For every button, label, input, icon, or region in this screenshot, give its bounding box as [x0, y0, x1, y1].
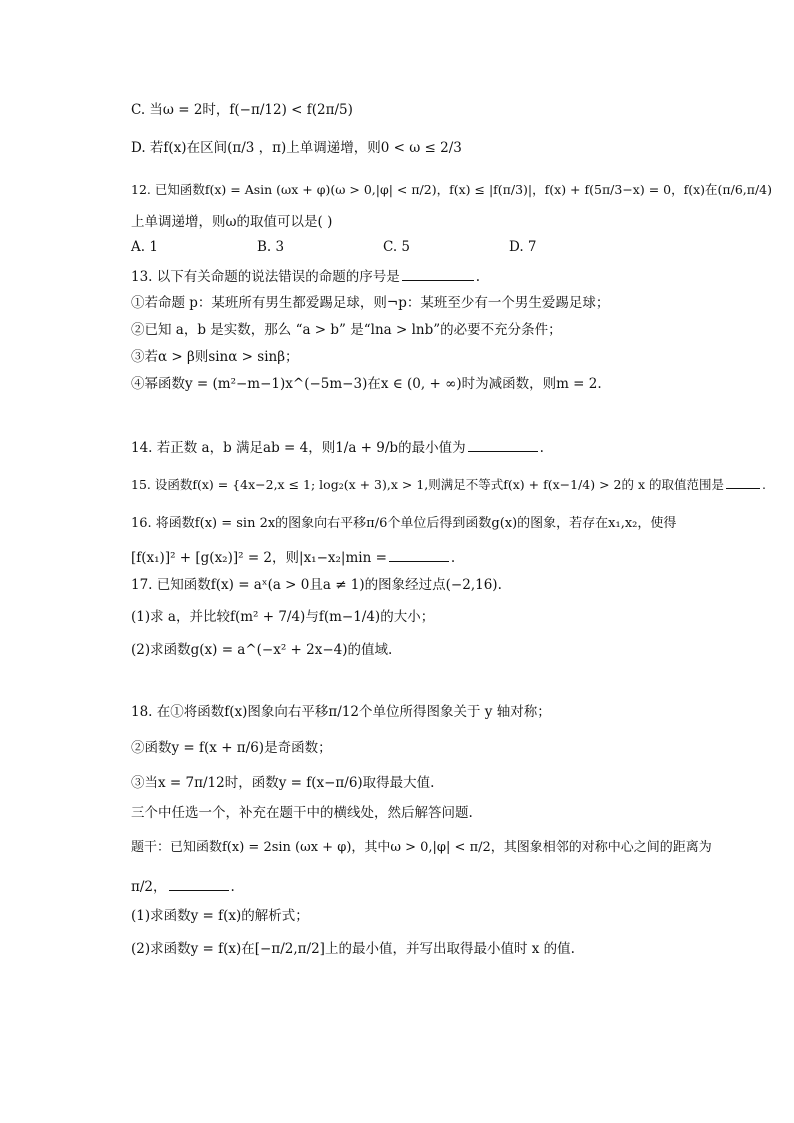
- question-18-part-2: (2)求函数y = f(x)在[−π/2,π/2]上的最小值，并写出取得最小值时 x 的值.: [131, 941, 575, 957]
- question-18-stem: 18. 在①将函数f(x)图象向右平移π/12个单位所得图象关于 y 轴对称；: [131, 704, 551, 720]
- question-16-stem: 16. 将函数f(x) = sin 2x的图象向右平移π/6个单位后得到函数g(x)的图象，若存在x₁,x₂，使得: [131, 516, 677, 531]
- option-a: A. 1: [131, 239, 158, 255]
- question-12-stem-cont: 上单调递增，则ω的取值可以是( ): [131, 214, 333, 230]
- question-13-text: 13. 以下有关命题的说法错误的命题的序号是: [131, 269, 400, 285]
- question-15: 15. 设函数f(x) = {4x−2,x ≤ 1; log₂(x + 3),x > 1,则满足不等式f(x) + f(x−1/4) > 2的 x 的取值范围是 .: [131, 474, 701, 495]
- question-13-stem: 13. 以下有关命题的说法错误的命题的序号是 .: [131, 266, 701, 287]
- question-12-options: [131, 237, 701, 257]
- option-b: B. 3: [257, 239, 285, 255]
- question-16-cont-text: [f(x₁)]² + [g(x₂)]² = 2，则|x₁−x₂|min =: [131, 550, 387, 566]
- question-18-main-cont: π/2， .: [131, 876, 701, 897]
- question-18-main-cont-text: π/2，: [131, 879, 167, 895]
- question-18-condition-2: ②函数y = f(x + π/6)是奇函数；: [131, 740, 332, 756]
- option-c: C. 5: [383, 239, 411, 255]
- question-13-item-1: ①若命题 p：某班所有男生都爱踢足球，则¬p：某班至少有一个男生爱踢足球；: [131, 295, 610, 311]
- question-18-condition-3: ③当x = 7π/12时，函数y = f(x−π/6)取得最大值.: [131, 775, 435, 791]
- question-12-stem: 12. 已知函数f(x) = Asin (ωx + φ)(ω > 0,|φ| < π/2)，f(x) ≤ |f(π/3)|，f(x) + f(5π/3−x) = 0，f(x)在(π/6,π/4): [131, 182, 773, 197]
- answer-blank: [402, 266, 474, 281]
- answer-blank: [726, 474, 760, 489]
- question-17-stem: 17. 已知函数f(x) = aˣ(a > 0且a ≠ 1)的图象经过点(−2,16).: [131, 577, 502, 593]
- question-18-main: 题干：已知函数f(x) = 2sin (ωx + φ)，其中ω > 0,|φ| < π/2，其图象相邻的对称中心之间的距离为: [131, 840, 712, 855]
- answer-blank: [169, 876, 229, 891]
- question-18-part-1: (1)求函数y = f(x)的解析式；: [131, 908, 309, 924]
- question-15-text: 15. 设函数f(x) = {4x−2,x ≤ 1; log₂(x + 3),x > 1,则满足不等式f(x) + f(x−1/4) > 2的 x 的取值范围是: [131, 477, 724, 492]
- question-13-item-2: ②已知 a，b 是实数，那么 “a > b” 是“lna > lnb”的必要不充分条件；: [131, 322, 562, 338]
- question-18-instruction: 三个中任选一个，补充在题干中的横线处，然后解答问题.: [131, 805, 473, 821]
- option-d-text: D. 若f(x)在区间(π/3 ，π)上单调递增，则0 < ω ≤ 2/3: [131, 140, 462, 156]
- option-d: D. 7: [509, 239, 537, 255]
- answer-blank: [389, 547, 449, 562]
- question-16-cont: [f(x₁)]² + [g(x₂)]² = 2，则|x₁−x₂|min = .: [131, 547, 701, 568]
- answer-blank: [468, 437, 538, 452]
- question-13-item-4: ④幂函数y = (m²−m−1)x^(−5m−3)在x ∈ (0, + ∞)时为减函数，则m = 2.: [131, 376, 602, 392]
- question-17-part-2: (2)求函数g(x) = a^(−x² + 2x−4)的值域.: [131, 642, 393, 658]
- question-17-part-1: (1)求 a，并比较f(m² + 7/4)与f(m−1/4)的大小；: [131, 609, 435, 625]
- question-14-text: 14. 若正数 a，b 满足ab = 4，则1/a + 9/b的最小值为: [131, 440, 466, 456]
- option-c-text: C. 当ω = 2时，f(−π/12) < f(2π/5): [131, 102, 353, 118]
- question-13-item-3: ③若α > β则sinα > sinβ；: [131, 349, 299, 365]
- question-14: 14. 若正数 a，b 满足ab = 4，则1/a + 9/b的最小值为 .: [131, 437, 701, 458]
